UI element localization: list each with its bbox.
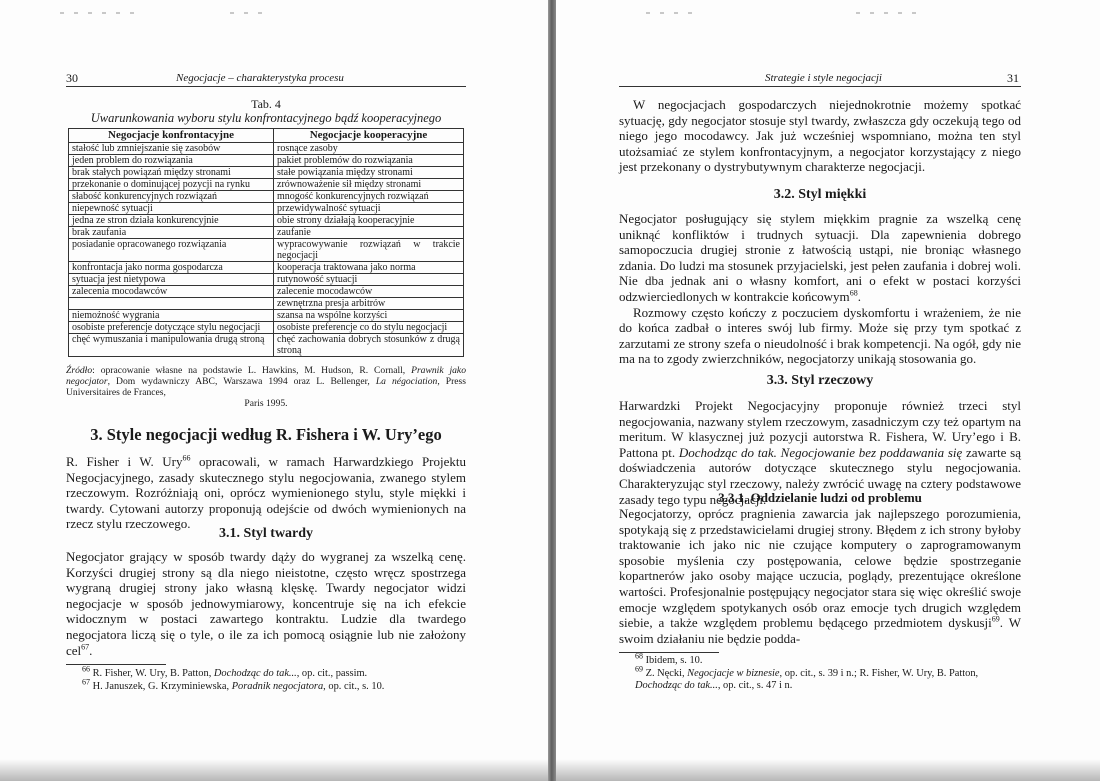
body-text: Rozmowy często kończy z poczuciem dyskomfortu i wrażeniem, że nie do końca zadbał o interes swój lub firmy. Może się przy tym spotkać z zarzutami ze strony szefa o nieudolność i brak kompetencji. Na ogół, gdy nie ma na to zgody zwierzchników, negocjatorzy unikają stosowania go. — [619, 304, 1021, 367]
subsection-heading: 3.2. Styl miękki — [773, 187, 867, 202]
confrontational-cell: konfrontacja jako norma gospodarcza — [69, 262, 274, 274]
table-row — [69, 155, 464, 167]
book-gutter — [548, 0, 556, 781]
footnote-ref: 68 — [849, 288, 858, 298]
cooperative-cell: osobiste preferencje co do stylu negocjacji — [274, 322, 464, 334]
table-row — [69, 322, 464, 334]
confrontational-cell: sytuacja jest nietypowa — [69, 274, 274, 286]
footnote-text: R. Fisher, W. Ury, B. Patton, — [90, 668, 214, 679]
soft-style-paragraph — [619, 211, 1021, 367]
subsection-heading: 3.3. Styl rzeczowy — [766, 373, 874, 388]
table-row — [69, 310, 464, 322]
source-text: , Press Universitaires de Frances, — [66, 376, 467, 398]
footnotes-right — [635, 651, 1023, 693]
footnote-mark: 66 — [82, 664, 90, 674]
cooperative-cell: stałe powiązania między stronami — [274, 167, 464, 179]
cooperative-cell: chęć zachowania dobrych stosunków z drugą stroną — [274, 334, 464, 357]
confrontational-cell: posiadanie opracowanego rozwiązania — [69, 239, 274, 262]
left-page — [0, 0, 548, 781]
scan-artifact — [60, 12, 140, 14]
body-text: Negocjator grający w sposób twardy dąży do wygranej za wszelką cenę. Korzyści drugiej strony są dla niego nieistotne, często wręcz spostrzega wygraną drugiej strony jako własną klęskę. Twardy negocjator widzi negocjacje w sposób jednowymiarowy, koncentruje się na ich efekcie widocznym w postaci zawartego kontraktu. Ludzie dla twardego negocjatora liczą się o tyle, o ile za ich pomocą osiągnie lub nie założony cel — [66, 549, 466, 658]
cooperative-cell: wypracowywanie rozwiązań w trakcie negocjacji — [274, 239, 464, 262]
confrontational-cell: niepewność sytuacji — [69, 203, 274, 215]
source-text: , Dom wydawniczy ABC, Warszawa 1994 oraz L. Bellenger, — [107, 376, 376, 387]
footnote-title: Dochodząc do tak... — [635, 680, 718, 691]
scan-shadow — [0, 759, 548, 781]
table-row — [69, 191, 464, 203]
body-text: Negocjatorzy, oprócz pragnienia zawarcia jak najlepszego porozumienia, spotykają się z przedstawicielami drugiej strony. Błędem z ich strony byłoby traktowanie ich jako nic nie czujące komputery o zaprogramowanym sposobie myślenia czy postępowania, celowe będzie spostrzeganie kopartnerów jako osoby mające uczucia, poglądy, prezentujące określone wartości. Profesjonalnie postępujący negocjator stara się więc określić swoje emocje względem spotykanych osób oraz emocje tych drugich względem siebie, a także względem problemu będącego przedmiotem dyskusji — [619, 506, 1021, 631]
table-source-note — [66, 365, 466, 409]
scan-artifact — [646, 12, 696, 14]
footnote-title: Dochodząc do tak... — [213, 668, 297, 679]
negotiation-table — [68, 128, 464, 357]
scan-artifact — [856, 12, 926, 14]
scan-artifact — [230, 12, 270, 14]
footnote-rule — [619, 652, 719, 653]
scan-shadow — [556, 759, 1100, 781]
cooperative-cell: obie strony działają kooperacyjnie — [274, 215, 464, 227]
table-row — [69, 143, 464, 155]
table-row — [69, 334, 464, 357]
footnote-ref: 69 — [991, 614, 1000, 624]
confrontational-cell: brak stałych powiązań między stronami — [69, 167, 274, 179]
cooperative-cell: szansa na wspólne korzyści — [274, 310, 464, 322]
running-title: Strategie i style negocjacji — [765, 72, 882, 84]
source-title: La négociation — [375, 376, 438, 387]
table-body — [69, 143, 464, 357]
subsection-heading: 3.1. Styl twardy — [218, 526, 314, 541]
footnote-text: , op. cit., passim. — [296, 668, 368, 679]
body-text: Harwardzki Projekt Negocjacyjny proponuje również trzeci styl negocjowania, nazwany stylem rzeczowym, zasadniczym czy też opartym na meritum. W klasycznej już pozycji autorstwa R. Fishera, W. Ury’ego i B. Pattona pt. — [619, 398, 1021, 460]
source-label: Źródło — [66, 365, 93, 376]
cooperative-cell: rosnące zasoby — [274, 143, 464, 155]
table-row — [69, 274, 464, 286]
cooperative-cell: mnogość konkurencyjnych rozwiązań — [274, 191, 464, 203]
confrontational-cell: niemożność wygrania — [69, 310, 274, 322]
confrontational-cell: przekonanie o dominującej pozycji na rynku — [69, 179, 274, 191]
footnote-mark: 67 — [82, 677, 90, 687]
left-running-header — [66, 70, 466, 87]
cooperative-cell: pakiet problemów do rozwiązania — [274, 155, 464, 167]
table-title: Uwarunkowania wyboru stylu konfrontacyjnego bądź kooperacyjnego — [90, 111, 442, 125]
footnote-title: Negocjacje w biznesie — [687, 667, 780, 679]
confrontational-cell: chęć wymuszania i manipulowania drugą stroną — [69, 334, 274, 357]
footnote-text: H. Januszek, G. Krzyminiewska, — [90, 680, 232, 692]
cooperative-cell: zewnętrzna presja arbitrów — [274, 298, 464, 310]
footnote-ref: 67 — [81, 642, 90, 652]
body-text: opracowali, w ramach Harwardzkiego Projektu Negocjacyjnego, zasady skutecznego stylu negocjowania, zwanego stylem rzeczowym. Rozróżniają oni, oprócz wymienionego stylu, style miękki i twardy. Cytowani autorzy proponują odejście od dwóch wymienionych na rzecz stylu rzeczowego. — [66, 454, 467, 532]
confrontational-cell: brak zaufania — [69, 227, 274, 239]
body-text: . — [857, 288, 861, 304]
column-header: Negocjacje konfrontacyjne — [69, 129, 274, 143]
section-intro — [66, 454, 466, 532]
confrontational-cell — [69, 298, 274, 310]
source-text: Paris 1995. — [244, 398, 288, 409]
confrontational-cell: słabość konkurencyjnych rozwiązań — [69, 191, 274, 203]
cooperative-cell: zrównoważenie sił między stronami — [274, 179, 464, 191]
table-row — [69, 239, 464, 262]
section-heading: 3. Style negocjacji według R. Fishera i W. Ury’ego — [90, 425, 442, 444]
table-row — [69, 215, 464, 227]
body-text: W negocjacjach gospodarczych niejednokrotnie możemy spotkać sytuację, gdy negocjator stosuje styl twardy, zwłaszcza gdy oczekują tego od niego jego mocodawcy. Jak już wcześniej wspomniano, można ten styl utożsamiać ze stylem konfrontacyjnym, a negocjator korzystający z niego jest przekonany o dystrybutywnym charakterze negocjacji. — [619, 97, 1021, 175]
confrontational-cell: jedna ze stron działa konkurencyjnie — [69, 215, 274, 227]
confrontational-cell: jeden problem do rozwiązania — [69, 155, 274, 167]
table-row — [69, 167, 464, 179]
footnote-mark: 69 — [635, 664, 643, 674]
table-row — [69, 227, 464, 239]
table-row — [69, 203, 464, 215]
body-text: R. Fisher i W. Ury — [66, 454, 183, 469]
cooperative-cell: kooperacja traktowana jako norma — [274, 262, 464, 274]
subsubsection-heading: 3.3.1. Oddzielanie ludzi od problemu — [718, 490, 922, 505]
page-number: 30 — [66, 71, 78, 85]
body-text: zawarte są doświadczenia autorów dotyczące skutecznego stylu negocjowania. Charakteryzując styl rzeczowy, należy zwrócić uwagę na cztery podstawowe zasady tego typu negocjacji. — [619, 444, 1021, 507]
hard-style-paragraph — [66, 549, 466, 658]
confrontational-cell: zalecenia mocodawców — [69, 286, 274, 298]
body-text: . W swoim działaniu nie będzie podda- — [619, 615, 1021, 646]
cooperative-cell: zaufanie — [274, 227, 464, 239]
source-title: Prawnik jako negocjator — [66, 365, 466, 387]
cooperative-cell: rutynowość sytuacji — [274, 274, 464, 286]
column-header: Negocjacje kooperacyjne — [274, 129, 464, 143]
table-label: Tab. 4 — [251, 97, 281, 111]
footnote-text: Ibidem, s. 10. — [643, 655, 703, 666]
footnote-text: Z. Nęcki, — [643, 667, 688, 679]
body-text: Negocjator posługujący się stylem miękkim pragnie za wszelką cenę uniknąć konfliktów i trudnych sytuacji. Dla zapewnienia dobrego samopoczucia drugiej stronie z łatwością ustąpi, nie broniąc własnego zdania. Do ludzi ma stosunek przyjacielski, jest pełen zaufania i dobrej woli. Nie dba jednak ani o własny komfort, ani o efekt w postaci korzyści odzwierciedlonych w kontrakcie końcowym — [619, 211, 1021, 304]
footnote-text: , op. cit., s. 47 i n. — [717, 680, 793, 691]
source-text: : opracowanie własne na podstawie L. Hawkins, M. Hudson, R. Cornall, — [92, 365, 412, 376]
page-number: 31 — [1007, 71, 1019, 85]
table-row — [69, 179, 464, 191]
table-row — [69, 286, 464, 298]
body-text: . — [89, 642, 93, 658]
footnote-mark: 68 — [635, 651, 643, 661]
footnote-title: Poradnik negocjatora — [231, 680, 324, 692]
right-intro-paragraph — [619, 97, 1021, 175]
confrontational-cell: osobiste preferencje dotyczące stylu negocjacji — [69, 322, 274, 334]
right-running-header — [619, 70, 1021, 87]
cooperative-cell: zalecenie mocodawców — [274, 286, 464, 298]
footnote-text: , op. cit., s. 39 i n.; R. Fisher, W. Ury, B. Patton, — [779, 667, 979, 679]
footnotes-left — [82, 664, 472, 693]
footnote-text: , op. cit., s. 10. — [323, 680, 385, 692]
confrontational-cell: stałość lub zmniejszanie się zasobów — [69, 143, 274, 155]
footnote-rule — [66, 664, 166, 665]
table-row — [69, 298, 464, 310]
footnote-ref: 66 — [182, 453, 191, 463]
separate-people-paragraph — [619, 506, 1021, 646]
book-title: Dochodząc do tak. Negocjowanie bez poddawania się — [678, 444, 963, 460]
running-title: Negocjacje – charakterystyka procesu — [176, 72, 344, 84]
table-row — [69, 262, 464, 274]
cooperative-cell: przewidywalność sytuacji — [274, 203, 464, 215]
